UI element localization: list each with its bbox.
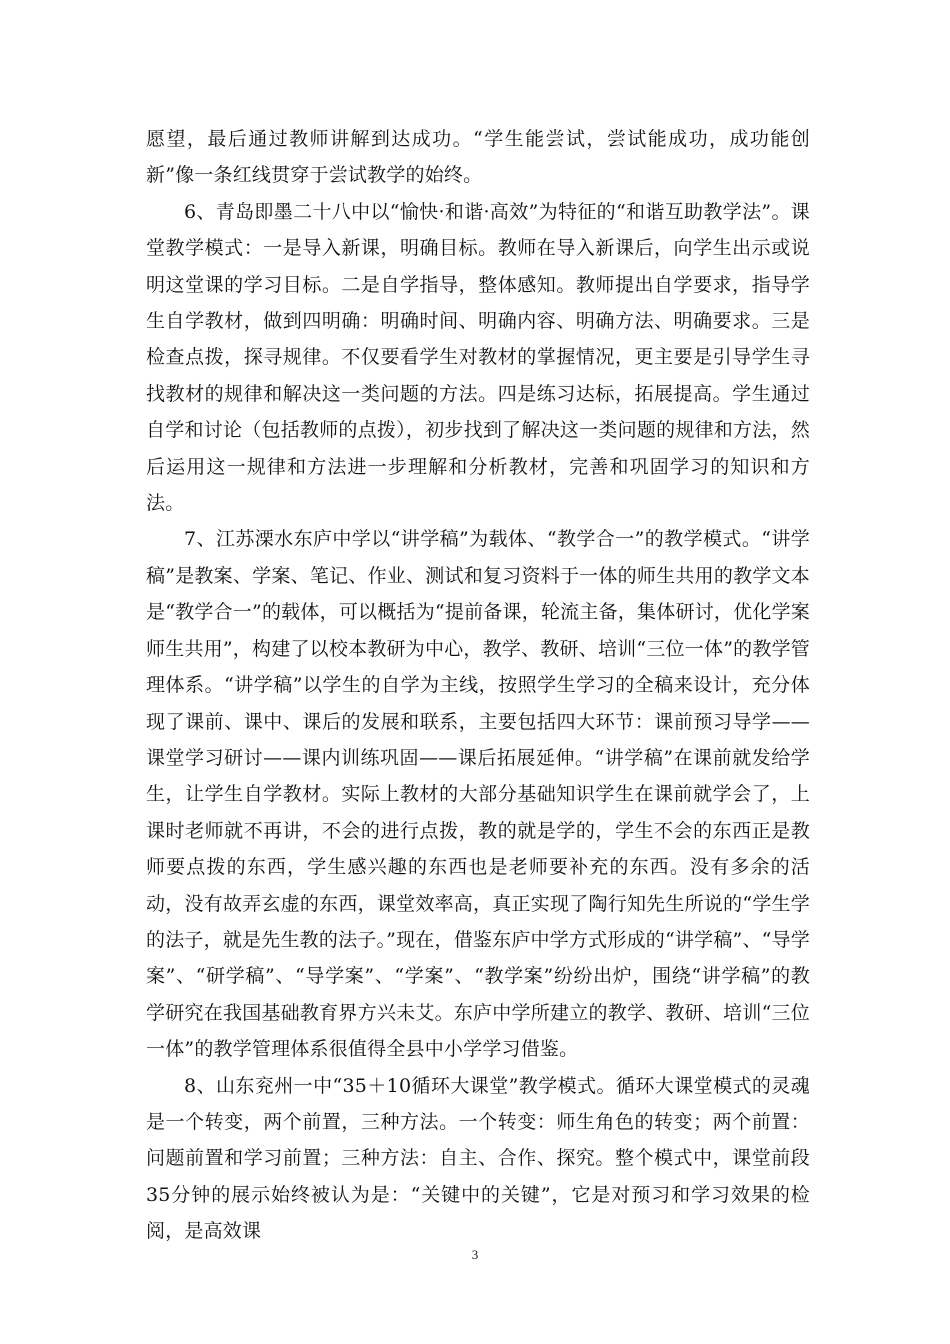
paragraph-continuation: 愿望，最后通过教师讲解到达成功。“学生能尝试，尝试能成功，成功能创新”像一条红线贯穿于尝试教学的始终。 xyxy=(146,128,810,187)
page-number: 3 xyxy=(471,1247,479,1262)
paragraph-item-6: 6、青岛即墨二十八中以“愉快·和谐·高效”为特征的“和谐互助教学法”。课堂教学模式：一是导入新课，明确目标。教师在导入新课后，向学生出示或说明这堂课的学习目标。二是自学指导，整体感知。教师提出自学要求，指导学生自学教材，做到四明确：明确时间、明确内容、明确方法、明确要求。三是检查点拨，探寻规律。不仅要看学生对教材的掌握情况，更主要是引导学生寻找教材的规律和解决这一类问题的方法。四是练习达标，拓展提高。学生通过自学和讨论（包括教师的点拨），初步找到了解决这一类问题的规律和方法，然后运用这一规律和方法进一步理解和分析教材，完善和巩固学习的知识和方法。 xyxy=(146,200,810,515)
body-text xyxy=(146,121,810,1250)
paragraph-item-8: 8、山东兖州一中“35＋10循环大课堂”教学模式。循环大课堂模式的灵魂是一个转变，两个前置，三种方法。一个转变：师生角色的转变；两个前置：问题前置和学习前置；三种方法：自主、合作、探究。整个模式中，课堂前段35分钟的展示始终被认为是：“关键中的关键”，它是对预习和学习效果的检阅，是高效课 xyxy=(146,1074,810,1243)
paragraph-item-7: 7、江苏溧水东庐中学以“讲学稿”为载体、“教学合一”的教学模式。“讲学稿”是教案、学案、笔记、作业、测试和复习资料于一体的师生共用的教学文本是“教学合一”的载体，可以概括为“提前备课，轮流主备，集体研讨，优化学案师生共用”，构建了以校本教研为中心，教学、教研、培训“三位一体”的教学管理体系。“讲学稿”以学生的自学为主线，按照学生学习的全稿来设计，充分体现了课前、课中、课后的发展和联系，主要包括四大环节：课前预习导学——课堂学习研讨——课内训练巩固——课后拓展延伸。“讲学稿”在课前就发给学生，让学生自学教材。实际上教材的大部分基础知识学生在课前就学会了，上课时老师就不再讲，不会的进行点拨，教的就是学的，学生不会的东西正是教师要点拨的东西，学生感兴趣的东西也是老师要补充的东西。没有多余的活动，没有故弄玄虚的东西，课堂效率高，真正实现了陶行知先生所说的“学生学的法子，就是先生教的法子。”现在，借鉴东庐中学方式形成的“讲学稿”、“导学案”、“研学稿”、“导学案”、“学案”、“教学案”纷纷出炉，围绕“讲学稿”的教学研究在我国基础教育界方兴未艾。东庐中学所建立的教学、教研、培训“三位一体”的教学管理体系很值得全县中小学学习借鉴。 xyxy=(146,528,810,1061)
